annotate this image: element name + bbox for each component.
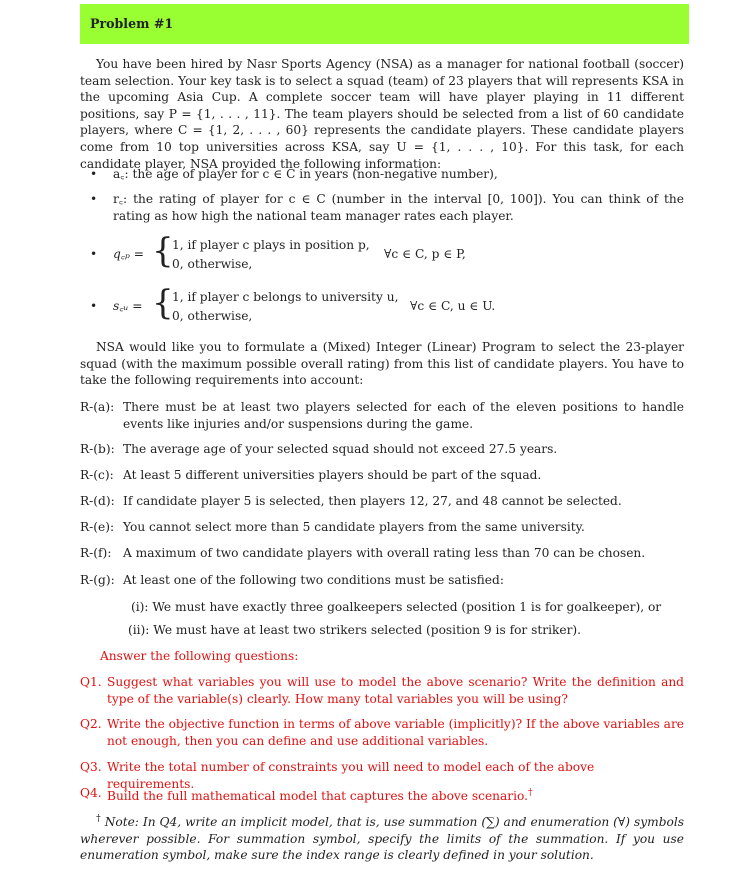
footnote-dagger: † (96, 814, 101, 824)
question-1 (80, 674, 684, 710)
requirement-text: There must be at least two players selected for each of the eleven positions to handle events like injuries and/or suspensions during the game. (123, 400, 684, 431)
bullet-age-text: a꜀: the age of player for c ∈ C in years (non-negative number), (113, 167, 498, 181)
s-case-2: 0, otherwise, (172, 309, 253, 323)
question-3 (80, 759, 684, 791)
q-case-2: 0, otherwise, (172, 257, 253, 271)
requirement-a (80, 399, 684, 435)
bullet-dot-icon: • (90, 299, 98, 313)
bullet-dot-icon: • (90, 167, 98, 181)
bullet-dot-icon: • (90, 192, 98, 206)
bullet-q-definition (90, 231, 684, 276)
answer-heading: Answer the following questions: (100, 649, 299, 663)
s-lhs: s꜀ᵤ = (113, 299, 143, 313)
condition-i: (i): We must have exactly three goalkeepers selected (position 1 is for goalkeeper), or (131, 600, 662, 614)
nsa-text: NSA would like you to formulate a (Mixed) Integer (Linear) Program to select the 23-player squad (with the maximum possible overall rating) from this list of candidate players. You have to take the following requirements into account: (80, 340, 684, 388)
problem-header-bar (80, 4, 689, 44)
bullet-rating-text: r꜀: the rating of player for c ∈ C (number in the interval [0, 100]). You can think of the rating as how high the national team manager rates each player. (113, 192, 684, 223)
question-4 (80, 785, 684, 803)
bullet-s-definition (90, 283, 684, 328)
requirement-text: A maximum of two candidate players with overall rating less than 70 can be chosen. (123, 546, 646, 560)
footnote-text: Note: In Q4, write an implicit model, that is, use summation (∑) and enumeration (∀) symbols wherever possible. For summation symbol, specify the limits of the summation. If you use enumeration symbol, make sure the index range is clearly defined in your solution. (80, 815, 684, 863)
footnote (80, 811, 684, 864)
question-2 (80, 716, 684, 752)
requirement-g (80, 572, 684, 590)
requirement-label: R-(d): (80, 494, 115, 508)
requirement-text: The average age of your selected squad should not exceed 27.5 years. (123, 442, 558, 456)
requirement-text: At least one of the following two conditions must be satisfied: (123, 573, 504, 587)
question-text: Write the total number of constraints you will need to model each of the above requirements. (107, 760, 595, 791)
q-case-1: 1, if player c plays in position p, (172, 238, 370, 252)
requirement-label: R-(c): (80, 468, 114, 482)
requirement-c (80, 467, 684, 485)
q-lhs: q꜀ₚ = (113, 247, 144, 261)
requirement-label: R-(f): (80, 546, 112, 560)
bullet-age (90, 166, 684, 184)
question-label: Q4. (80, 786, 102, 800)
question-text: Suggest what variables you will use to model the above scenario? Write the definition and type of the variable(s) clearly. How many total variables you will be using? (107, 675, 684, 706)
question-label: Q3. (80, 760, 102, 774)
intro-text: You have been hired by Nasr Sports Agency (NSA) as a manager for national football (soccer) team selection. Your key task is to select a squad (team) of 23 players that will represents KSA in the upcoming Asia Cup. A complete soccer team will have player playing in 11 different positions, say P = {1, . . . , 11}. The team players should be selected from a list of 60 candidate players, where C = {1, 2, . . . , 60} represents the candidate players. These candidate players come from 10 top universities across KSA, say U = {1, . . . , 10}. For this task, for each candidate player, NSA provided the following information: (80, 57, 684, 171)
nsa-paragraph (80, 339, 684, 389)
requirement-label: R-(a): (80, 400, 115, 414)
requirement-b (80, 441, 684, 459)
requirement-e (80, 519, 684, 537)
question-label: Q1. (80, 675, 102, 689)
question-label: Q2. (80, 717, 102, 731)
requirement-label: R-(e): (80, 520, 115, 534)
requirement-text: You cannot select more than 5 candidate players from the same university. (123, 520, 585, 534)
requirement-f (80, 545, 684, 563)
question-text: Build the full mathematical model that captures the above scenario. (107, 789, 529, 804)
intro-paragraph (80, 56, 684, 172)
requirement-label: R-(b): (80, 442, 115, 456)
requirement-text: If candidate player 5 is selected, then players 12, 27, and 48 cannot be selected. (123, 494, 622, 508)
question-text: Write the objective function in terms of above variable (implicitly)? If the above variables are not enough, then you can define and use additional variables. (107, 717, 684, 748)
left-brace-icon: { (152, 283, 174, 323)
left-brace-icon: { (152, 231, 174, 271)
requirement-text: At least 5 different universities players should be part of the squad. (123, 468, 542, 482)
problem-title: Problem #1 (90, 16, 174, 31)
condition-ii: (ii): We must have at least two strikers selected (position 9 is for striker). (128, 623, 582, 637)
s-quantifier: ∀c ∈ C, u ∈ U. (410, 299, 496, 313)
requirement-label: R-(g): (80, 573, 115, 587)
bullet-rating (90, 191, 684, 227)
question-4-body (107, 785, 684, 805)
dagger-mark: † (528, 788, 533, 798)
bullet-dot-icon: • (90, 247, 98, 261)
q-quantifier: ∀c ∈ C, p ∈ P, (384, 247, 466, 261)
s-case-1: 1, if player c belongs to university u, (172, 290, 399, 304)
requirement-d (80, 493, 684, 511)
